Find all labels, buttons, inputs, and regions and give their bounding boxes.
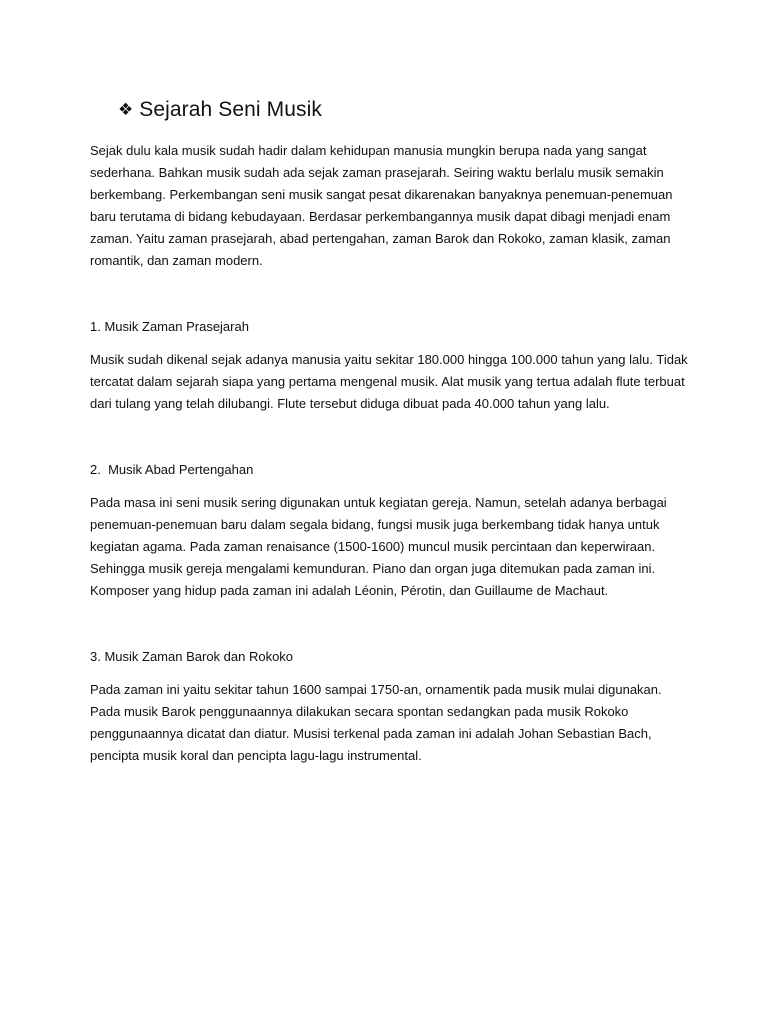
spacer — [90, 602, 690, 646]
section-body-prasejarah: Musik sudah dikenal sejak adanya manusia yaitu sekitar 180.000 hingga 100.000 tahun yang lalu. Tidak tercatat dalam sejarah siapa yang pertama mengenal musik. Alat musik yang tertua adalah flute terbuat dari tulang yang telah dilubangi. Flute tersebut diduga dibuat pada 40.000 tahun yang lalu. — [90, 352, 688, 411]
spacer — [90, 415, 690, 459]
spacer — [90, 272, 690, 316]
section-body-abad-pertengahan: Pada masa ini seni musik sering digunakan untuk kegiatan gereja. Namun, setelah adanya berbagai penemuan-penemuan baru dalam segala bidang, fungsi musik juga berkembang tidak hanya untuk kegiatan agama. Pada zaman renaisance (1500-1600) muncul musik percintaan dan keperwiraan. Sehingga musik gereja mengalami kemunduran. Piano dan organ juga ditemukan pada zaman ini. Komposer yang hidup pada zaman ini adalah Léonin, Pérotin, dan Guillaume de Machaut. — [90, 495, 667, 598]
section-heading-prasejarah: 1. Musik Zaman Prasejarah — [90, 319, 249, 334]
diamond-bullet-icon: ❖ — [118, 99, 134, 120]
spacer — [90, 481, 690, 492]
spacer — [90, 338, 690, 349]
document-content — [90, 94, 690, 767]
spacer — [90, 668, 690, 679]
document-title: Sejarah Seni Musik — [139, 98, 322, 121]
section-body-barok-rokoko: Pada zaman ini yaitu sekitar tahun 1600 sampai 1750-an, ornamentik pada musik mulai digunakan. Pada musik Barok penggunaannya dilakukan secara spontan sedangkan pada musik Rokoko penggunaannya dicatat dan diatur. Musisi terkenal pada zaman ini adalah Johan Sebastian Bach, pencipta musik koral dan pencipta lagu-lagu instrumental. — [90, 682, 662, 763]
intro-paragraph: Sejak dulu kala musik sudah hadir dalam kehidupan manusia mungkin berupa nada yang sangat sederhana. Bahkan musik sudah ada sejak zaman prasejarah. Seiring waktu berlalu musik semakin berkembang. Perkembangan seni musik sangat pesat dikarenakan banyaknya penemuan-penemuan baru terutama di bidang kebudayaan. Berdasar perkembangannya musik dapat dibagi menjadi enam zaman. Yaitu zaman prasejarah, abad pertengahan, zaman Barok dan Rokoko, zaman klasik, zaman romantik, dan zaman modern. — [90, 143, 673, 268]
section-heading-barok-rokoko: 3. Musik Zaman Barok dan Rokoko — [90, 649, 294, 664]
title-row — [118, 94, 690, 126]
section-heading-abad-pertengahan: 2. Musik Abad Pertengahan — [90, 462, 254, 477]
